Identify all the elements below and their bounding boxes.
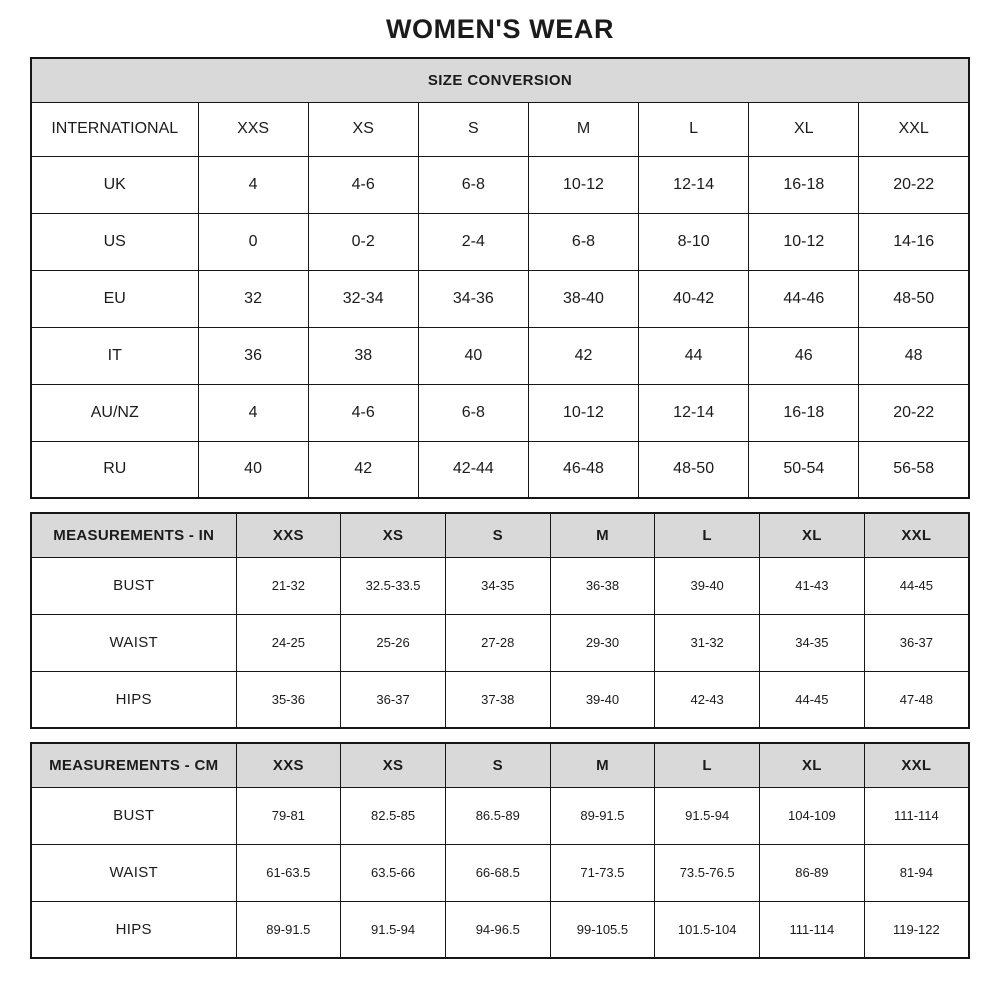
cell-value: 34-36 bbox=[418, 270, 528, 327]
cell-value: 44-46 bbox=[749, 270, 859, 327]
cell-value: 8-10 bbox=[639, 213, 749, 270]
cell-value: 79-81 bbox=[236, 787, 341, 844]
table-row bbox=[31, 156, 969, 213]
row-label: BUST bbox=[31, 557, 236, 614]
row-label: EU bbox=[31, 270, 198, 327]
cell-value: 32 bbox=[198, 270, 308, 327]
cell-value: 10-12 bbox=[749, 213, 859, 270]
cell-value: 6-8 bbox=[418, 156, 528, 213]
row-label: US bbox=[31, 213, 198, 270]
size-header-xxs: XXS bbox=[236, 513, 341, 557]
row-label: AU/NZ bbox=[31, 384, 198, 441]
cell-value: 20-22 bbox=[859, 156, 969, 213]
size-header-s: S bbox=[418, 102, 528, 156]
cell-value: 38 bbox=[308, 327, 418, 384]
cell-value: 25-26 bbox=[341, 614, 446, 671]
size-header-s: S bbox=[445, 513, 550, 557]
cell-value: 4-6 bbox=[308, 156, 418, 213]
size-header-l: L bbox=[655, 513, 760, 557]
cell-value: 89-91.5 bbox=[236, 901, 341, 958]
size-header-m: M bbox=[528, 102, 638, 156]
cell-value: 32.5-33.5 bbox=[341, 557, 446, 614]
cell-value: 89-91.5 bbox=[550, 787, 655, 844]
size-header-m: M bbox=[550, 743, 655, 787]
cell-value: 81-94 bbox=[864, 844, 969, 901]
cell-value: 46-48 bbox=[528, 441, 638, 498]
corner-header: MEASUREMENTS - CM bbox=[31, 743, 236, 787]
table-body bbox=[31, 156, 969, 498]
cell-value: 36-37 bbox=[341, 671, 446, 728]
table-title: SIZE CONVERSION bbox=[31, 58, 969, 102]
size-conversion-table bbox=[30, 57, 970, 499]
table-row bbox=[31, 557, 969, 614]
corner-header: INTERNATIONAL bbox=[31, 102, 198, 156]
row-label: HIPS bbox=[31, 901, 236, 958]
table-row bbox=[31, 614, 969, 671]
cell-value: 4 bbox=[198, 156, 308, 213]
table-row bbox=[31, 441, 969, 498]
cell-value: 99-105.5 bbox=[550, 901, 655, 958]
cell-value: 36-37 bbox=[864, 614, 969, 671]
cell-value: 50-54 bbox=[749, 441, 859, 498]
size-header-xs: XS bbox=[341, 513, 446, 557]
size-header-xs: XS bbox=[308, 102, 418, 156]
cell-value: 12-14 bbox=[639, 156, 749, 213]
table-body bbox=[31, 557, 969, 728]
cell-value: 86.5-89 bbox=[445, 787, 550, 844]
cell-value: 73.5-76.5 bbox=[655, 844, 760, 901]
cell-value: 34-35 bbox=[760, 614, 865, 671]
cell-value: 21-32 bbox=[236, 557, 341, 614]
cell-value: 6-8 bbox=[528, 213, 638, 270]
table-row bbox=[31, 213, 969, 270]
corner-header: MEASUREMENTS - IN bbox=[31, 513, 236, 557]
table-header-row bbox=[31, 743, 969, 787]
cell-value: 42-43 bbox=[655, 671, 760, 728]
size-header-s: S bbox=[445, 743, 550, 787]
measurements-cm-table bbox=[30, 742, 970, 959]
cell-value: 91.5-94 bbox=[655, 787, 760, 844]
table-row bbox=[31, 270, 969, 327]
cell-value: 29-30 bbox=[550, 614, 655, 671]
cell-value: 46 bbox=[749, 327, 859, 384]
cell-value: 36-38 bbox=[550, 557, 655, 614]
cell-value: 104-109 bbox=[760, 787, 865, 844]
cell-value: 48 bbox=[859, 327, 969, 384]
cell-value: 91.5-94 bbox=[341, 901, 446, 958]
cell-value: 56-58 bbox=[859, 441, 969, 498]
cell-value: 61-63.5 bbox=[236, 844, 341, 901]
cell-value: 38-40 bbox=[528, 270, 638, 327]
size-header-xxs: XXS bbox=[236, 743, 341, 787]
table-header-row bbox=[31, 102, 969, 156]
cell-value: 10-12 bbox=[528, 156, 638, 213]
table-row bbox=[31, 327, 969, 384]
cell-value: 82.5-85 bbox=[341, 787, 446, 844]
cell-value: 111-114 bbox=[760, 901, 865, 958]
cell-value: 40 bbox=[198, 441, 308, 498]
table-row bbox=[31, 901, 969, 958]
cell-value: 4-6 bbox=[308, 384, 418, 441]
cell-value: 86-89 bbox=[760, 844, 865, 901]
page-title: WOMEN'S WEAR bbox=[385, 14, 615, 44]
size-header-xxl: XXL bbox=[864, 513, 969, 557]
cell-value: 40-42 bbox=[639, 270, 749, 327]
size-header-xs: XS bbox=[341, 743, 446, 787]
cell-value: 39-40 bbox=[550, 671, 655, 728]
cell-value: 12-14 bbox=[639, 384, 749, 441]
cell-value: 16-18 bbox=[749, 384, 859, 441]
row-label: WAIST bbox=[31, 614, 236, 671]
size-header-xl: XL bbox=[749, 102, 859, 156]
cell-value: 101.5-104 bbox=[655, 901, 760, 958]
measurements-in-table bbox=[30, 512, 970, 729]
table-row bbox=[31, 671, 969, 728]
cell-value: 63.5-66 bbox=[341, 844, 446, 901]
size-header-xxs: XXS bbox=[198, 102, 308, 156]
size-header-xxl: XXL bbox=[864, 743, 969, 787]
cell-value: 42 bbox=[308, 441, 418, 498]
cell-value: 66-68.5 bbox=[445, 844, 550, 901]
row-label: WAIST bbox=[31, 844, 236, 901]
table-title-row bbox=[31, 58, 969, 102]
cell-value: 27-28 bbox=[445, 614, 550, 671]
cell-value: 10-12 bbox=[528, 384, 638, 441]
size-header-xxl: XXL bbox=[859, 102, 969, 156]
cell-value: 48-50 bbox=[639, 441, 749, 498]
cell-value: 16-18 bbox=[749, 156, 859, 213]
cell-value: 48-50 bbox=[859, 270, 969, 327]
cell-value: 44-45 bbox=[864, 557, 969, 614]
cell-value: 41-43 bbox=[760, 557, 865, 614]
cell-value: 20-22 bbox=[859, 384, 969, 441]
cell-value: 111-114 bbox=[864, 787, 969, 844]
row-label: IT bbox=[31, 327, 198, 384]
row-label: HIPS bbox=[31, 671, 236, 728]
cell-value: 0-2 bbox=[308, 213, 418, 270]
cell-value: 32-34 bbox=[308, 270, 418, 327]
cell-value: 14-16 bbox=[859, 213, 969, 270]
cell-value: 34-35 bbox=[445, 557, 550, 614]
size-header-m: M bbox=[550, 513, 655, 557]
row-label: UK bbox=[31, 156, 198, 213]
size-header-xl: XL bbox=[760, 513, 865, 557]
cell-value: 37-38 bbox=[445, 671, 550, 728]
cell-value: 119-122 bbox=[864, 901, 969, 958]
table-header-row bbox=[31, 513, 969, 557]
table-body bbox=[31, 787, 969, 958]
cell-value: 40 bbox=[418, 327, 528, 384]
cell-value: 2-4 bbox=[418, 213, 528, 270]
table-row bbox=[31, 844, 969, 901]
size-header-xl: XL bbox=[760, 743, 865, 787]
cell-value: 35-36 bbox=[236, 671, 341, 728]
cell-value: 24-25 bbox=[236, 614, 341, 671]
cell-value: 6-8 bbox=[418, 384, 528, 441]
cell-value: 0 bbox=[198, 213, 308, 270]
cell-value: 4 bbox=[198, 384, 308, 441]
table-row bbox=[31, 384, 969, 441]
row-label: BUST bbox=[31, 787, 236, 844]
cell-value: 42 bbox=[528, 327, 638, 384]
cell-value: 94-96.5 bbox=[445, 901, 550, 958]
cell-value: 44-45 bbox=[760, 671, 865, 728]
cell-value: 44 bbox=[639, 327, 749, 384]
row-label: RU bbox=[31, 441, 198, 498]
table-row bbox=[31, 787, 969, 844]
cell-value: 42-44 bbox=[418, 441, 528, 498]
cell-value: 39-40 bbox=[655, 557, 760, 614]
size-header-l: L bbox=[639, 102, 749, 156]
cell-value: 36 bbox=[198, 327, 308, 384]
cell-value: 31-32 bbox=[655, 614, 760, 671]
cell-value: 71-73.5 bbox=[550, 844, 655, 901]
cell-value: 47-48 bbox=[864, 671, 969, 728]
size-header-l: L bbox=[655, 743, 760, 787]
